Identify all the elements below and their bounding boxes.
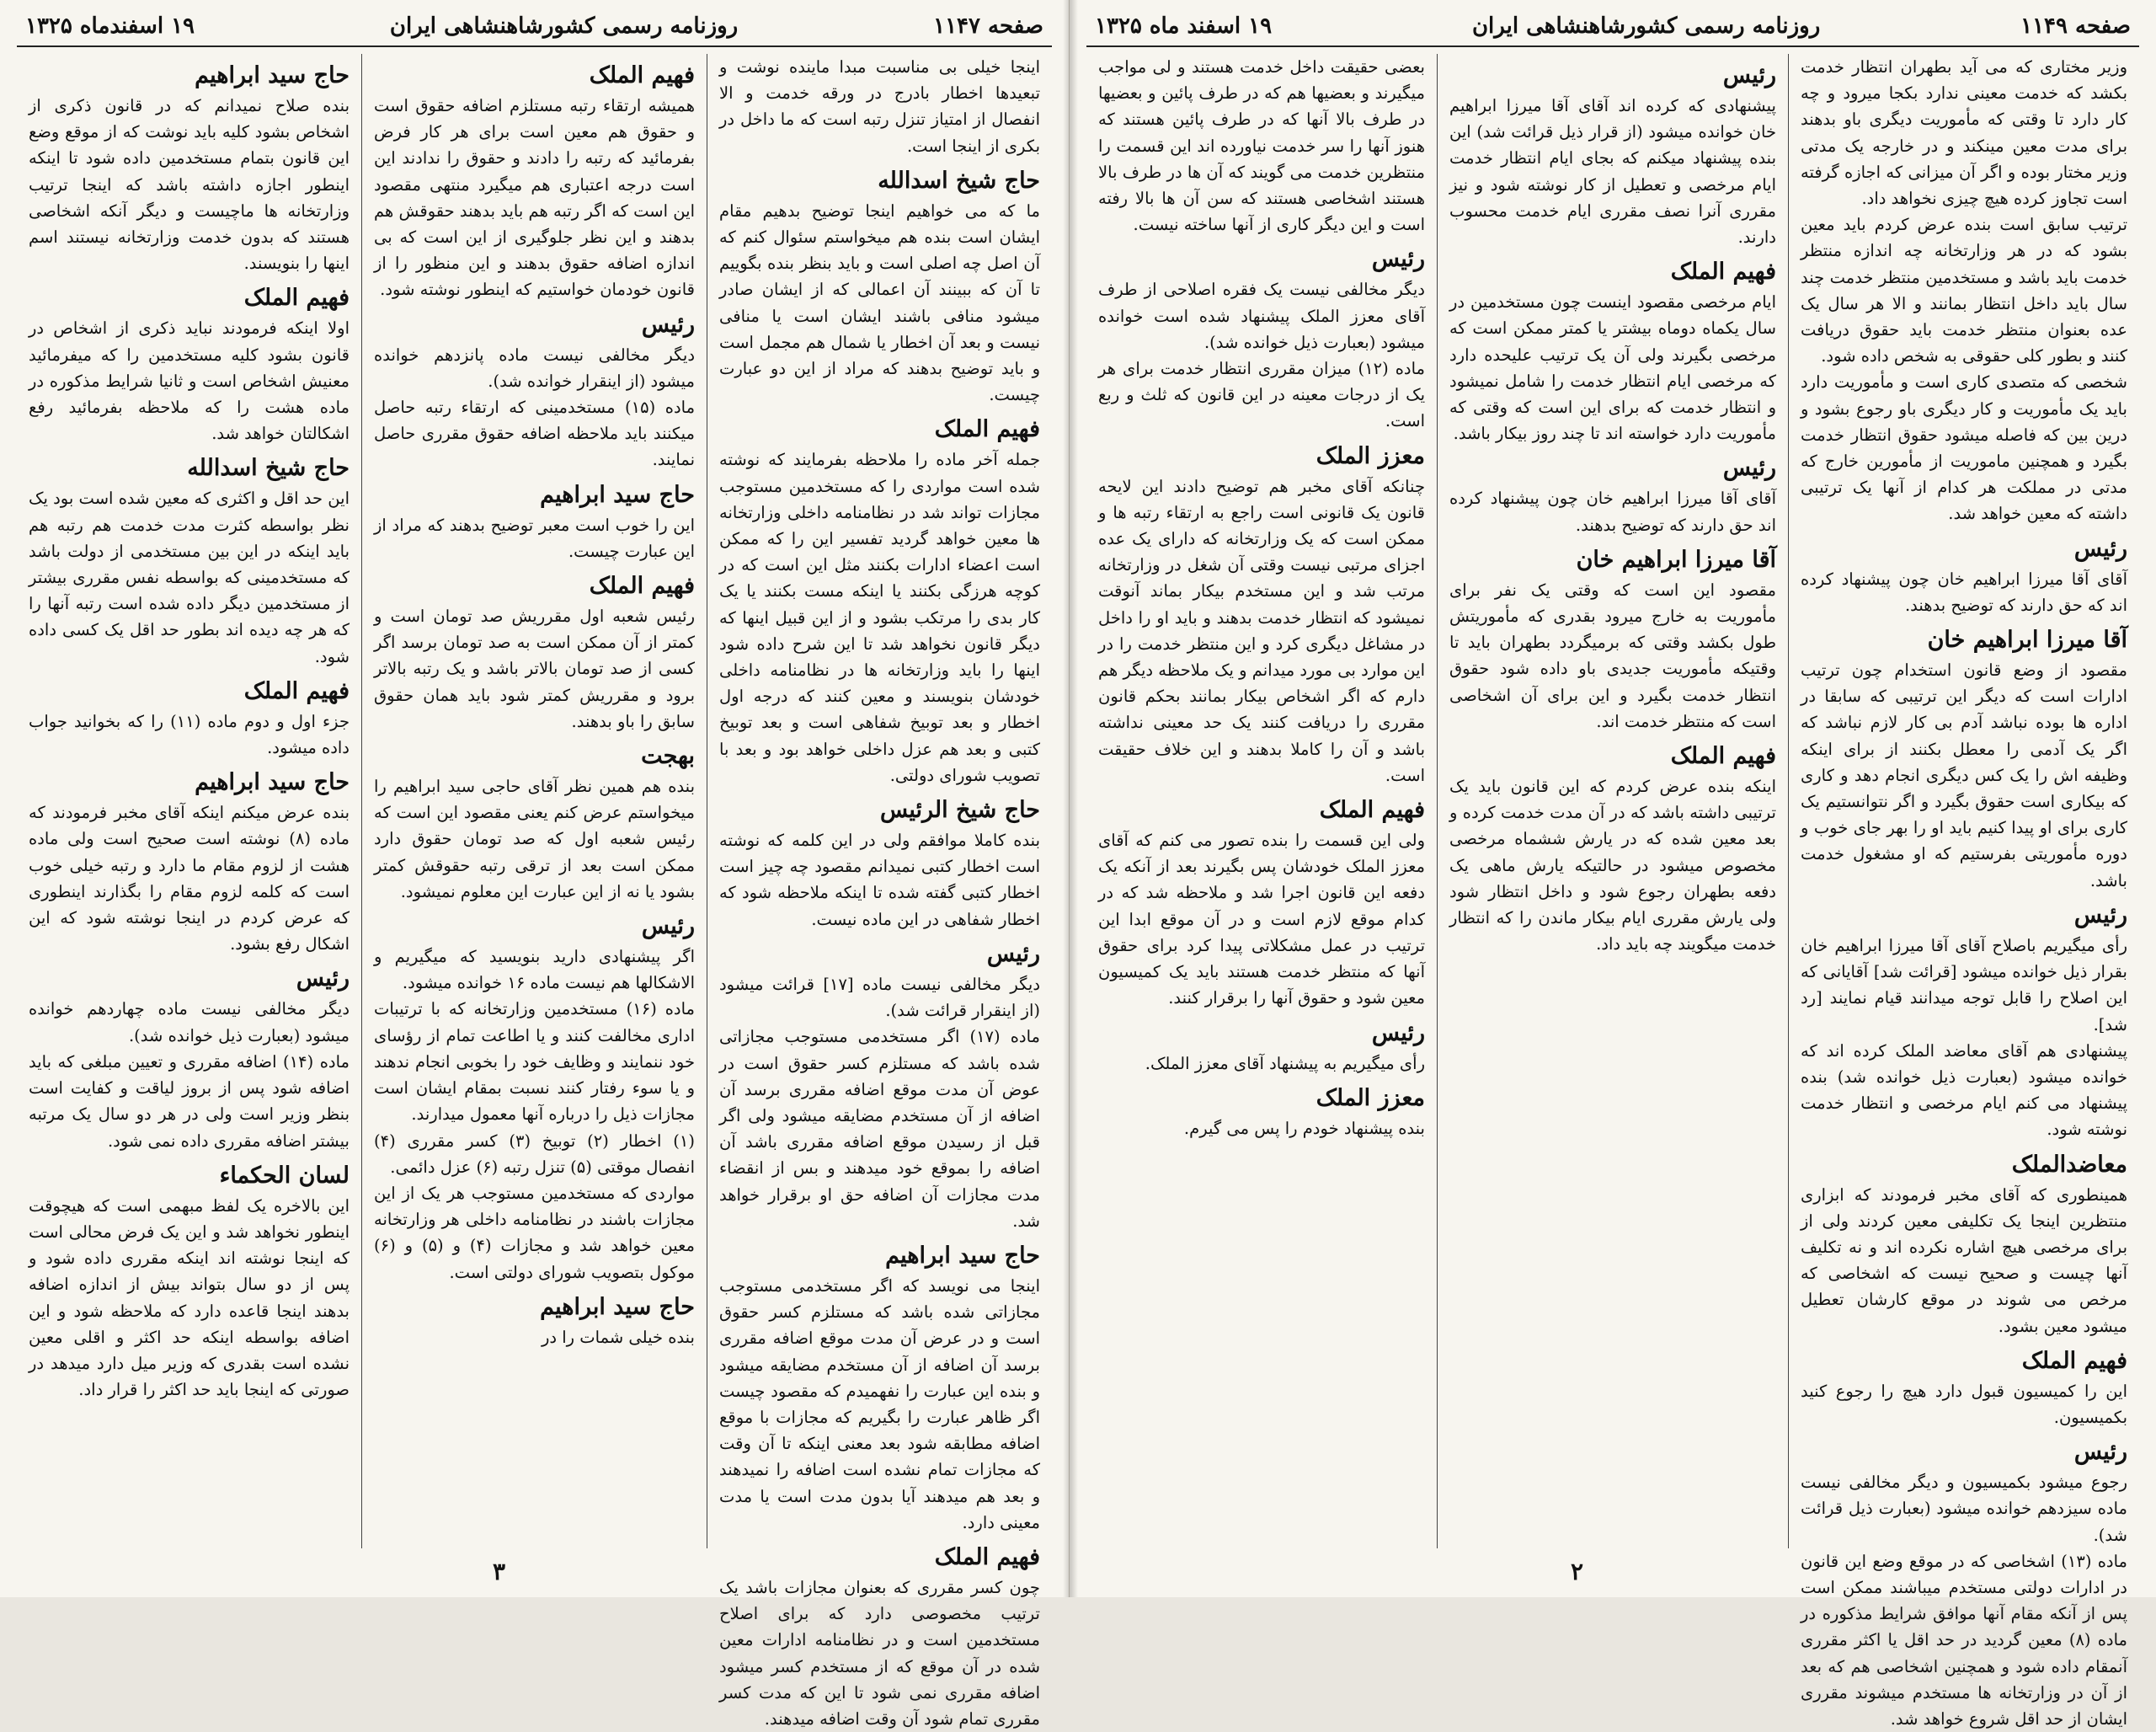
speaker-name: رئیس <box>2073 535 2127 562</box>
speaker-name: فهیم الملک <box>2021 1347 2127 1374</box>
right-page-footer-number: ۲ <box>1571 1558 1584 1585</box>
text-column <box>1086 54 1437 1548</box>
speech-paragraph: رأی میگیریم به پیشنهاد آقای معزز الملک. <box>1145 1053 1425 1073</box>
speech-paragraph: اولا اینکه فرمودند نباید ذکری از اشخاص در قانون بشود کلیه مستخدمین را که میفرمائید معنیش اشخاص است و ثانیا شرایط مذکوره در ماده هشت را که ملاحظه بفرمائید رفع اشکالتان خواهد شد. <box>29 318 350 444</box>
text-column <box>1788 54 2139 1729</box>
speaker-name: حاج شیخ اسدالله <box>878 167 1040 194</box>
speech-paragraph: مقصود این است که وقتی یک نفر برای مأموریت به خارج میرود بقدری که مأموریتش طول بکشد وقتی که برمیگردد بطهران باید تا وقتیکه مأموریت جدیدی باو داده شود حقوق انتظار خدمت بگیرد و این برای آن اشخاصی است که منتظر خدمت اند. <box>1449 580 1776 731</box>
speaker-name: معاضدالملک <box>2011 1151 2127 1178</box>
speaker-name: فهیم الملک <box>243 677 350 704</box>
left-page <box>0 0 1070 1729</box>
right-page-number-label: صفحه ۱۱۴۹ <box>2020 13 2131 39</box>
speech-paragraph: ترتیب سابق است بنده عرض کردم باید معین بشود که در هر وزارتخانه چه اندازه منتظر خدمت باید باشد و مستخدمین منتظر خدمت چند سال باید داخل انتظار بمانند و الا هر سال یک عده بعنوان منتظر خدمت باید حقوق دریافت کنند و بطور کلی حقوقی به شخص داده شود. <box>1801 215 2127 366</box>
left-page-date: ۱۹ اسفندماه ۱۳۲۵ <box>25 13 195 39</box>
speaker-name: حاج سید ابراهیم <box>195 769 350 796</box>
text-column <box>361 54 707 1548</box>
speech-paragraph: رأی میگیریم باصلاح آقای آقا میرزا ابراهیم خان بقرار ذیل خوانده میشود [قرائت شد] آقایانی که این اصلاح را قابل توجه میدانند قیام نمایند [رد شد]. <box>1801 935 2127 1034</box>
speaker-name: فهیم الملک <box>1670 259 1776 286</box>
header-rule <box>17 45 1052 47</box>
speaker-name: فهیم الملک <box>243 285 350 312</box>
right-page-date: ۱۹ اسفند ماه ۱۳۲۵ <box>1095 13 1273 39</box>
left-page-columns <box>17 54 1052 1729</box>
speaker-name: رئیس <box>1722 455 1776 482</box>
speech-paragraph: (۱) اخطار (۲) توبیخ (۳) کسر مقرری (۴) انفصال موقتی (۵) تنزل رتبه (۶) عزل دائمی. <box>374 1131 695 1177</box>
speaker-name: آقا میرزا ابراهیم خان <box>1927 627 2127 654</box>
speaker-name: رئیس <box>1371 246 1425 273</box>
speech-paragraph: ماده (۱۷) اگر مستخدمی مستوجب مجازاتی شده باشد که مستلزم کسر حقوق است در عوض آن مدت موقع اضافه مقرری برسد آن اضافه از آن مستخدم مضایقه میشود ولی اگر قبل از رسیدن موقع اضافه مقرری باشد آن اضافه را بموقع خود میدهند و بس از انقضاء مدت مجازات آن اضافه حق او برقرار خواهد شد. <box>719 1027 1040 1231</box>
right-page <box>1070 0 2156 1729</box>
speech-paragraph: ماده (۱۲) میزان مقرری انتظار خدمت برای هر یک از درجات معینه در این قانون که ثلث و ربع است. <box>1098 359 1426 431</box>
speech-paragraph: پیشنهادی که کرده اند آقای آقا میرزا ابراهیم خان خوانده میشود (از قرار ذیل قرائت شد) این بنده پیشنهاد میکنم که بجای ایام انتظار خدمت ایام مرخصی و تعطیل از کار نوشته شود و نیز مقرری آنرا نصف مقرری ایام خدمت محسوب دارند. <box>1449 96 1776 248</box>
speaker-name: آقا میرزا ابراهیم خان <box>1576 546 1776 573</box>
speech-paragraph: اگر پیشنهادی دارید بنویسید که میگیریم و الاشکالها هم نیست ماده ۱۶ خوانده میشود. <box>374 947 695 993</box>
speech-paragraph: این را کمیسیون قبول دارد هیچ را رجوع کنید بکمیسیون. <box>1801 1381 2127 1427</box>
speaker-name: حاج شیخ الرئیس <box>879 797 1040 824</box>
speech-paragraph: ماده (۱۵) مستخدمینی که ارتقاء رتبه حاصل میکنند باید ملاحظه اضافه حقوق مقرری حاصل نمایند. <box>374 398 696 470</box>
speaker-name: رئیس <box>641 311 695 338</box>
speaker-name: رئیس <box>2073 901 2127 928</box>
speech-paragraph: اینجا خیلی بی مناسبت مبدا ماینده نوشت و تبعیدها اخطار بادرج در ورقه خدمت و الا انفصال از امتیاز تنزل رتبه است که ما داخل در بکری از اینجا است. <box>719 57 1040 156</box>
speaker-name: رئیس <box>986 940 1040 967</box>
speaker-name: حاج سید ابراهیم <box>540 481 695 508</box>
speech-paragraph: مقصود از وضع قانون استخدام چون ترتیب ادارات است که دیگر این ترتیبی که سابقا در اداره ها بوده نباشد آدم بی کار لازم نباشد که اگر یک آدمی را معطل بکنند از برای اینکه وظیفه اش را یک کس دیگری انجام دهد و کاری که بیکاری است حقوق بگیرد و اگر نتوانستیم یک کاری برای او پیدا کنیم باید او را بهر جای خوب و دوره مأموریتی بفرستیم که او مشغول خدمت باشد. <box>1801 660 2127 890</box>
text-column <box>1437 54 1788 1548</box>
speaker-name: فهیم الملک <box>589 62 695 88</box>
speaker-name: حاج سید ابراهیم <box>195 62 350 88</box>
speaker-name: رئیس <box>1371 1019 1425 1046</box>
header-rule <box>1086 45 2139 47</box>
speech-paragraph: دیگر مخالفی نیست ماده پانزدهم خوانده میشود (از اینقرار خوانده شد). <box>374 345 695 391</box>
right-page-newspaper-title: روزنامه رسمی کشورشاهنشاهی ایران <box>1471 13 1821 39</box>
speech-paragraph: بنده خیلی شمات را در <box>541 1327 695 1347</box>
speech-paragraph: دیگر مخالفی نیست ماده [۱۷] قرائت میشود (از اینقرار قرائت شد). <box>719 974 1040 1021</box>
speech-paragraph: بنده پیشنهاد خودم را پس می گیرم. <box>1183 1118 1425 1138</box>
speech-paragraph: بنده عرض میکنم اینکه آقای مخبر فرمودند که ماده (۸) نوشته است صحیح است ولی ماده هشت از لزوم مقام ما دارد و رتبه خیلی خوب است که کلمه لزوم مقام را بگذارند اینطوری که عرض کردم در اینجا نوشته شود که این اشکال رفع بشود. <box>29 803 350 954</box>
speaker-name: فهیم الملک <box>934 416 1040 443</box>
speech-paragraph: شخصی که متصدی کاری است و مأموریت دارد باید یک مأموریت و کار دیگری باو رجوع بشود و درین بین که فاصله میشود حقوق انتظار خدمت بگیرد و همچنین ماموریت از مأمورین خارج که مدتی در مملکت هر کدام از آنها یک ترتیبی داشته که معین خواهد شد. <box>1801 372 2127 524</box>
speaker-name: رئیس <box>641 913 695 940</box>
speech-paragraph: آقای آقا میرزا ابراهیم خان چون پیشنهاد کرده اند حق دارند که توضیح بدهند. <box>1449 489 1776 535</box>
speech-paragraph: اینجا می نویسد که اگر مستخدمی مستوجب مجازاتی شده باشد که مستلزم کسر حقوق است و در عرض آن مدت موقع اضافه مقرری برسد آن اضافه از آن مستخدم مضایقه میشود و بنده این عبارت را نفهمیدم که مقصود چیست اگر ظاهر عبارت را بگیریم که مجازات با موقع اضافه مطابقه شود بعد معنی اینکه تا آن وقت که مجازات تمام نشده است اضافه را نمیدهند و بعد هم میدهند آیا بدون مدت است یا مدت معینی دارد. <box>719 1275 1040 1532</box>
text-column <box>707 54 1052 1729</box>
speaker-name: حاج شیخ اسدالله <box>187 455 350 482</box>
right-page-header <box>1070 7 2156 45</box>
speech-paragraph: ماده (۱۶) مستخدمین وزارتخانه که با ترتیبات اداری مخالفت کنند و یا اطاعت تمام از رؤسای خود ننمایند و وظایف خود را بخوبی انجام ندهند و یا سوء رفتار کنند نسبت بمقام ایشان است مجازات ذیل را درباره آنها معمول میدارند. <box>374 999 696 1125</box>
speech-paragraph: دیگر مخالفی نیست یک فقره اصلاحی از طرف آقای معزز الملک پیشنهاد شده است خوانده میشود (بعبارت ذیل خوانده شد). <box>1098 280 1425 352</box>
speaker-name: معزز الملک <box>1315 442 1425 469</box>
speaker-name: حاج سید ابراهیم <box>885 1242 1040 1269</box>
speech-paragraph: مواردی که مستخدمین مستوجب هر یک از این مجازات باشند در نظامنامه داخلی هر وزارتخانه معین خواهد شد و مجازات (۴) و (۵) و (۶) موکول بتصویب شورای دولتی است. <box>374 1183 695 1282</box>
speech-paragraph: دیگر مخالفی نیست ماده چهاردهم خوانده میشود (بعبارت ذیل خوانده شد). <box>29 999 350 1045</box>
speech-paragraph: پیشنهادی هم آقای معاضد الملک کرده اند که خوانده میشود (بعبارت ذیل خوانده شد) بنده پیشنهاد می کنم ایام مرخصی و انتظار خدمت نوشته شود. <box>1801 1040 2127 1140</box>
left-page-footer-number: ۳ <box>493 1558 506 1585</box>
left-page-header <box>0 7 1069 45</box>
speech-paragraph: همیشه ارتقاء رتبه مستلزم اضافه حقوق است و حقوق هم معین است برای هر کار فرض بفرمائید که رتبه را دادند و حقوق را ندادند این است درجه اعتباری هم میگیرد منتهی مقصود این است که اگر رتبه هم باید بدهند حقوقش هم بدهند و این نظر جلوگیری از این است که بی اندازه اضافه حقوق بدهند و این منظور را از قانون خودمان خواستیم که اینطور نوشته شود. <box>374 96 695 300</box>
speaker-name: رئیس <box>296 965 350 992</box>
speech-paragraph: جزء اول و دوم ماده (۱۱) را که بخوانید جواب داده میشود. <box>29 711 350 758</box>
speech-paragraph: ماده (۱۴) اضافه مقرری و تعیین مبلغی که باید اضافه شود پس از بروز لیاقت و کفایت است بنظر وزیر است ولی در هر دو سال یک مرتبه بیشتر اضافه مقرری داده نمی شود. <box>29 1051 350 1151</box>
speech-paragraph: رئیس شعبه اول مقرریش صد تومان است و کمتر از آن ممکن است به صد تومان برسد اگر کسی از صد تومان بالاتر باشد و یک رتبه بالاتر برود و مقرریش کمتر شود باید همان حقوق سابق را باو بدهند. <box>374 607 695 731</box>
speech-paragraph: همینطوری که آقای مخبر فرمودند که ابزاری منتظرین اینجا یک تکلیفی معین کردند ولی از برای مرخصی هیچ اشاره نکرده اند و نه تکلیف آنها چیست و صحیح نیست که اشخاصی که مرخص می شوند در موقع کارشان تعطیل میشود معین بشود. <box>1801 1184 2127 1336</box>
speech-paragraph: چنانکه آقای مخبر هم توضیح دادند این لایحه قانون یک قانونی است راجع به ارتقاء رتبه ها و ممکن است که یک وزارتخانه که دارای یک عده اجزای مرتبی نیست وقتی آن شغل در وزارتخانه مرتب شد و این مستخدم بیکار بماند آنوقت نمیشود که انتظار خدمت بدهند و باید او را داخل در مشاغل دیگری کرد و این منتظر خدمت را در این موارد بی مورد میدانم و یک ملاحظه دیگر هم دارم که اگر اشخاص بیکار بمانند بحکم قانون مقرری را دریافت کنند یک حد معینی نداشته باشد و آن را کاملا بدهند و این خلاف حقیقت است. <box>1098 476 1425 785</box>
speech-paragraph: ولی این قسمت را بنده تصور می کنم که آقای معزز الملک خودشان پس بگیرند بعد از آنکه یک دفعه این قانون اجرا شد و ملاحظه شد که در کدام موقع لازم است و در آن موقع ابدا این ترتیب در عمل مشکلاتی پیدا کرد برای حقوق آنها که منتظر خدمت هستند باید یک کمیسیون معین شود و حقوق آنها را برقرار کنند. <box>1098 831 1425 1008</box>
speech-paragraph: بنده صلاح نمیدانم که در قانون ذکری از اشخاص بشود کلیه باید نوشت که از موقع وضع این قانون بتمام مستخدمین داده شود تا اینکه اینطور اجازه داشته باشد که اینجا ترتیب وزارتخانه ها ماچیست و دیگر آنکه اشخاصی هستند که بدون خدمت وزارتخانه نیستند اسم اینها را بنویسند. <box>29 96 350 274</box>
speaker-name: فهیم الملک <box>589 573 695 600</box>
speaker-name: فهیم الملک <box>1319 797 1425 824</box>
speaker-name: فهیم الملک <box>934 1543 1040 1570</box>
speech-paragraph: این را خوب است معبر توضیح بدهند که مراد از این عبارت چیست. <box>374 515 695 561</box>
speech-paragraph: چون کسر مقرری که بعنوان مجازات باشد یک ترتیب مخصوصی دارد که برای اصلاح مستخدمین است و در نظامنامه ادارات معین شده در آن موقع که از مستخدم کسر میشود اضافه مقرری نمی شود تا این که مدت کسر مقرری تمام شود آن وقت اضافه میدهند. <box>719 1577 1040 1729</box>
speaker-name: لسان الحکماء <box>219 1162 350 1189</box>
text-column <box>17 54 361 1548</box>
speech-paragraph: اینکه بنده عرض کردم که این قانون باید یک ترتیبی داشته باشد که در آن مدت خدمت کرده و بعد معین شده که در یارش ششماه مرخصی مخصوص میشود در حالتیکه یارش ماهی یک دفعه بطهران رجوع شود و داخل انتظار شود ولی یارش مقرری ایام بیکار ماندن را که انتظار خدمت میگویند چه باید داد. <box>1449 777 1776 954</box>
speech-paragraph: وزیر مختاری که می آید بطهران انتظار خدمت بکشد که خدمت معینی ندارد بکجا میرود و چه کار دارد تا وقتی که مأموریت دیگری باو بدهند برای مدت معین مینکند و در خارجه یک مدتی وزیر مختار بوده و اگر آن میزانی که اجازه گرفته است تجاوز کرده هیچ چیزی نخواهد داد. <box>1801 57 2127 209</box>
book-spine-shadow <box>1063 0 1078 1597</box>
speaker-name: حاج سید ابراهیم <box>540 1293 695 1320</box>
speech-paragraph: ما که می خواهیم اینجا توضیح بدهیم مقام ایشان است بنده هم میخواستم سئوال کنم که آن اصل چه اصلی است و باید بنظر بنده بگوییم تا آن که ببینند آن اعمالی که از ایشان صادر میشود منافی باشند ایشان است یا منافی نیست و بعد آن اخطار یا شمال هم مجمل است و باید توضیح بدهند که مراد از این دو عبارت چیست. <box>719 200 1040 405</box>
left-page-number-label: صفحه ۱۱۴۷ <box>933 13 1043 39</box>
right-page-columns <box>1086 54 2139 1729</box>
speaker-name: بهجت <box>641 743 695 770</box>
speech-paragraph: جمله آخر ماده را ملاحظه بفرمایند که نوشته شده است مواردی را که مستخدمین مستوجب مجازات تواند شد در نظامنامه داخلی وزارتخانه ها معین خواهد گردید تفسیر این را که ممکن است اعضاء ادارات بکنند مثل این است که در کوچه هرزگی بکنند یا اینکه مست بکنند یا یک کار بدی را مرتکب بشود و از این قبیل اینها که دیگر قانون نخواهد شد تا این شرح داده شود اینها را باید وزارتخانه ها در نظامنامه داخلی خودشان بنویسند و معین کنند که درجه اول اخطار و بعد توبیخ شفاهی است و بعد توبیخ کتبی و بعد هم عزل داخلی خواهد بود و بعد با تصویب شورای دولتی. <box>719 450 1040 785</box>
speech-paragraph: این حد اقل و اکثری که معین شده است بود یک نظر بواسطه کثرت مدت خدمت هم رتبه هم باید اینکه در این بین مستخدمی از دولت باشد که مستخدمینی که بواسطه نفس مقرری بیشتر از مستخدمین دیگر داده شده است رتبه آنها را که هر چه دیده اند بطور حد اقل یک کسی داده شود. <box>29 489 350 666</box>
speech-paragraph: رجوع میشود بکمیسیون و دیگر مخالفی نیست ماده سیزدهم خوانده میشود (بعبارت ذیل قرائت شد). <box>1801 1473 2127 1545</box>
speech-paragraph: بنده کاملا موافقم ولی در این کلمه که نوشته است اخطار کتبی نمیدانم مقصود چه چیز است اخطار کتبی گفته شده تا اینکه ملاحظه شود که اخطار شفاهی در این ماده نیست. <box>719 831 1040 929</box>
speaker-name: معزز الملک <box>1315 1084 1425 1111</box>
speaker-name: فهیم الملک <box>1670 743 1776 770</box>
speaker-name: رئیس <box>1722 62 1776 88</box>
speech-paragraph: آقای آقا میرزا ابراهیم خان چون پیشنهاد کرده اند که حق دارند که توضیح بدهند. <box>1801 569 2127 615</box>
speech-paragraph: بعضی حقیقت داخل خدمت هستند و لی مواجب میگیرند و بعضیها هم که در طرف پائین و بعضیها در طرف بالا آنها که در طرف پائین هستند که هنوز آنها را سر خدمت نیاورده اند این قسمت را منتظرین خدمت می گویند که آن ها در طرف بالا هستند اشخاصی هستند که سن آن ها بالا رفته است و این دیگر کاری از آنها ساخته نیست. <box>1098 57 1425 235</box>
speech-paragraph: این بالاخره یک لفظ مبهمی است که هیچوقت اینطور نخواهد شد و این یک فرض محالی است که اینجا نوشته اند اینکه مقرری داده شود و پس از دو سال بتواند بیش از اندازه اضافه بدهند اینجا قاعده دارد که ملاحظه شود و این اضافه بواسطه اینکه حد اکثر و اقلی معین نشده است بقدری که وزیر میل دارد میدهد در صورتی که اینجا باید حد اکثر را قرار داد. <box>29 1195 350 1400</box>
speech-paragraph: ماده (۱۳) اشخاصی که در موقع وضع این قانون در ادارات دولتی مستخدم میباشند ممکن است پس از آنکه مقام آنها موافق شرایط مذکوره در ماده (۸) معین گردید در حد اقل یا اکثر مقرری آنمقام داده شود و همچنین اشخاصی هم که بعد از آن در وزارتخانه ها مستخدم میشوند مقرری ایشان از حد اقل شروع خواهد شد. <box>1801 1551 2128 1729</box>
speaker-name: رئیس <box>2073 1439 2127 1466</box>
speech-paragraph: بنده هم همین نظر آقای حاجی سید ابراهیم را میخواستم عرض کنم یعنی مقصود این است که رئیس شعبه اول که صد تومان حقوق دارد ممکن است بعد از ترقی رتبه حقوقش کمتر بشود یا نه از این عبارت این معلوم نمیشود. <box>374 777 695 901</box>
speech-paragraph: ایام مرخصی مقصود اینست چون مستخدمین در سال یکماه دوماه بیشتر یا کمتر ممکن است که مرخصی بگیرند ولی آن یک ترتیب علیحده دارد که مرخصی ایام انتظار خدمت را شامل نمیشود و انتظار خدمت که برای این است که وقتی که مأموریت دارد خواسته اند تا چند روز بیکار باشد. <box>1449 292 1776 444</box>
left-page-newspaper-title: روزنامه رسمی کشورشاهنشاهی ایران <box>389 13 739 39</box>
